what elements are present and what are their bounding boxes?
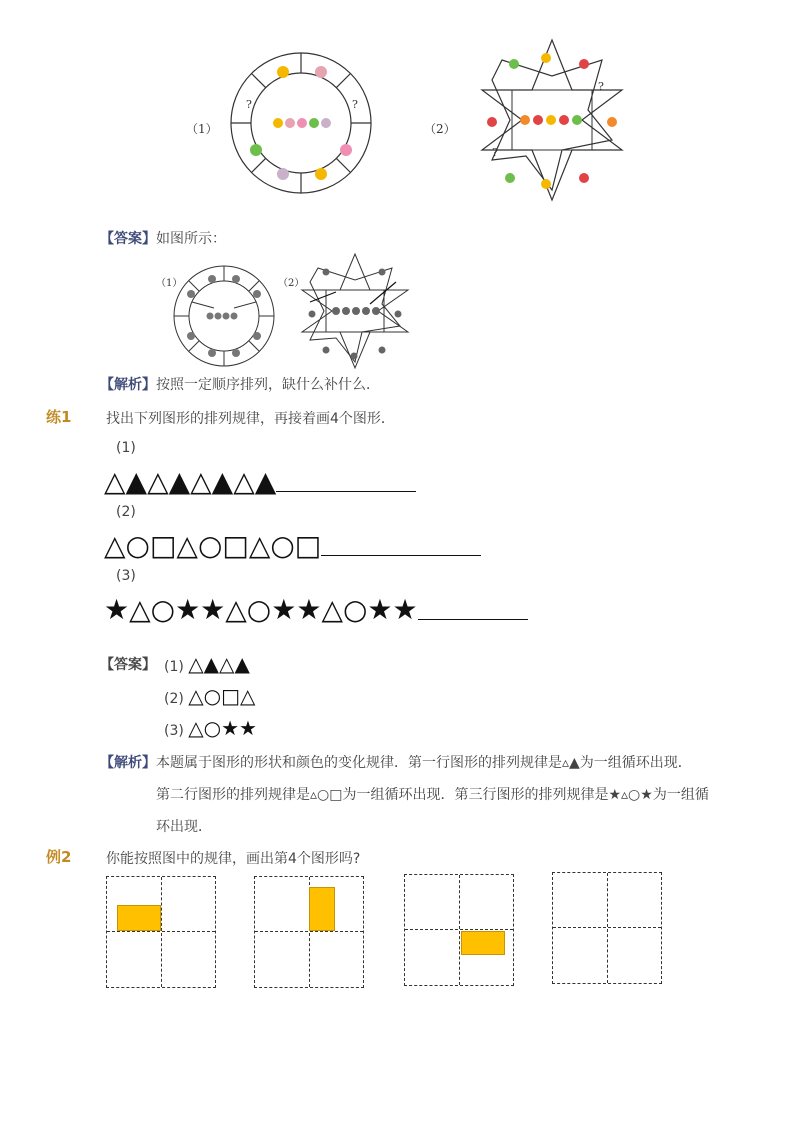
figure2-label: （2）: [424, 122, 456, 136]
analysis-tag: 【解析】: [100, 377, 156, 393]
shape-row-2: [104, 530, 481, 562]
answer-label: (3): [164, 723, 184, 739]
analysis-text: 本题属于图形的形状和颜色的变化规律．第一行图形的排列规律是▵▲为一组循环出现．: [156, 755, 692, 771]
star-figure-2: [470, 38, 634, 202]
shape-row-3: [104, 594, 528, 626]
practice-analysis-line3: 环出现．: [156, 819, 212, 835]
answer-wheel-figure: [172, 264, 276, 368]
answer-line: [100, 228, 226, 248]
grid-panel-3: [404, 874, 514, 986]
answer-label: (2): [164, 691, 184, 707]
answer-star-figure: [296, 252, 414, 370]
shape-row-1: [104, 466, 416, 498]
answer-shapes: △○□△: [188, 684, 256, 708]
practice-analysis-line2: 第二行图形的排列规律是▵○□为一组循环出现．第三行图形的排列规律是★▵○★为一组循: [156, 787, 709, 803]
answer-shapes: △○★★: [188, 716, 257, 740]
analysis-text: 按照一定顺序排列，缺什么补什么．: [156, 377, 380, 393]
yellow-rectangle: [309, 887, 335, 931]
answer-tag: 【答案】: [100, 231, 156, 247]
answer-shapes: △▲△▲: [188, 652, 250, 676]
answer-figure2-label: （2）: [278, 278, 305, 289]
grid-panel-4[interactable]: [552, 872, 662, 984]
example-question: 你能按照图中的规律，画出第4个图形吗?: [106, 851, 361, 867]
answer-label: (1): [164, 659, 184, 675]
answer-tag: 【答案】: [100, 657, 156, 673]
row-label: (3): [116, 568, 136, 584]
svg-text:?: ?: [492, 146, 498, 159]
row-label: (1): [116, 440, 136, 456]
answer-figure1-label: （1）: [156, 278, 183, 289]
shape-sequence: △○□△○□△○□: [104, 529, 322, 562]
row-label: (2): [116, 504, 136, 520]
grid-panel-2: [254, 876, 364, 988]
answer-text: 如图所示：: [156, 231, 226, 247]
answer-row-3: [164, 716, 257, 740]
figure1-label: （1）: [186, 122, 218, 136]
grid-panel-1: [106, 876, 216, 988]
analysis-line: [100, 374, 380, 394]
answer-blank[interactable]: [418, 619, 528, 620]
analysis-tag: 【解析】: [100, 755, 156, 771]
yellow-rectangle: [461, 931, 505, 955]
answer-blank[interactable]: [276, 491, 416, 492]
yellow-rectangle: [117, 905, 161, 931]
svg-text:?: ?: [598, 80, 604, 93]
example-tag: 例2: [46, 848, 72, 866]
shape-sequence: △▲△▲△▲△▲: [104, 465, 277, 498]
answer-row-2: [164, 684, 255, 708]
practice-question: 找出下列图形的排列规律，再接着画4个图形．: [106, 411, 395, 427]
question-mark: ?: [246, 98, 252, 111]
wheel-figure-1: [228, 50, 374, 196]
practice-analysis-line1: [100, 752, 692, 772]
practice-tag: 练1: [46, 408, 72, 426]
question-mark: ?: [352, 98, 358, 111]
shape-sequence: ★△○★★△○★★△○★★: [104, 593, 418, 626]
answer-blank[interactable]: [321, 555, 481, 556]
answer-row-1: [164, 652, 250, 676]
